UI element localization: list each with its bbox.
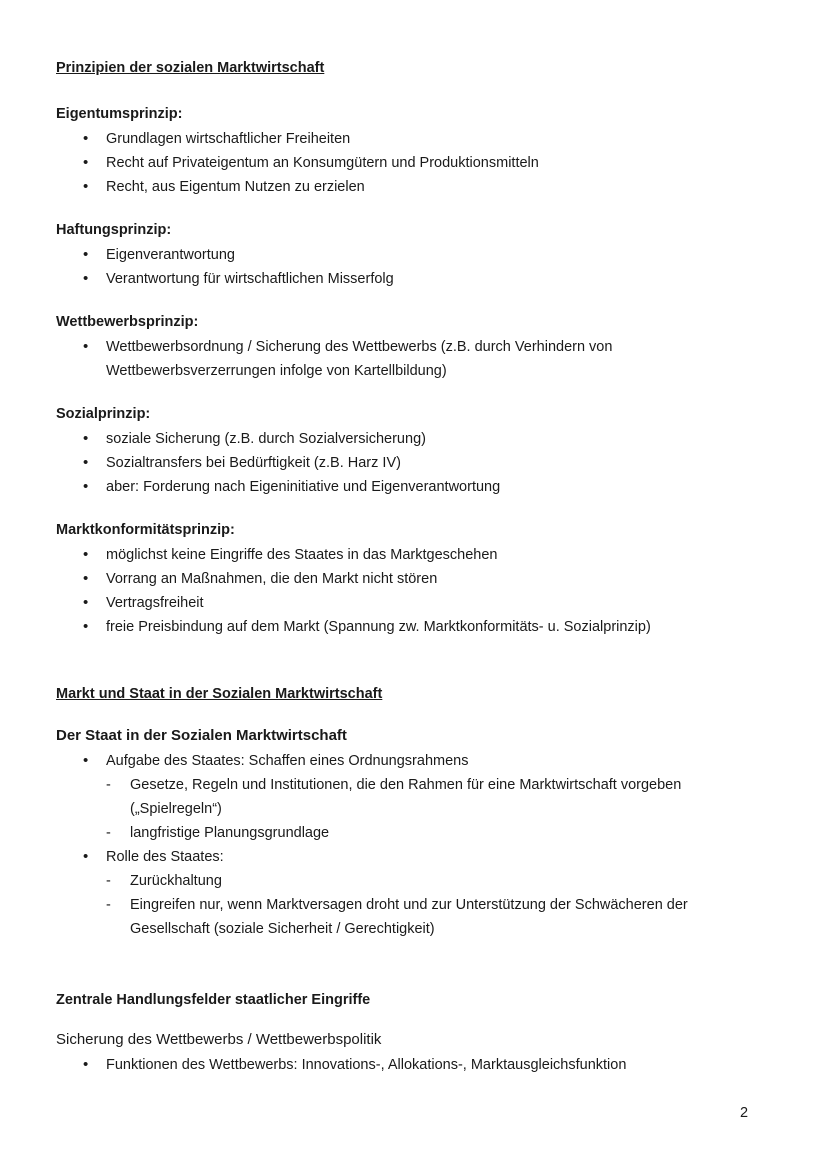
list-item: • möglichst keine Eingriffe des Staates in das Marktgeschehen	[56, 543, 756, 567]
list-item: • Funktionen des Wettbewerbs: Innovations-, Allokations-, Marktausgleichsfunktion	[56, 1053, 756, 1077]
dash-list	[106, 869, 756, 941]
list-item: • Recht auf Privateigentum an Konsumgütern und Produktionsmitteln	[56, 151, 756, 175]
principle-heading: Wettbewerbsprinzip:	[56, 314, 199, 330]
list-item-text: Rolle des Staates:	[106, 849, 224, 865]
principle-heading: Marktkonformitätsprinzip:	[56, 522, 235, 538]
bullet-list	[56, 543, 756, 639]
sub-list-item: - langfristige Planungsgrundlage	[106, 821, 756, 845]
bullet-list	[56, 335, 756, 383]
list-item	[56, 749, 756, 845]
state-block	[56, 727, 756, 941]
section-title-market-state: Markt und Staat in der Sozialen Marktwirtschaft	[56, 686, 383, 702]
list-item: • freie Preisbindung auf dem Markt (Spannung zw. Marktkonformitäts- u. Sozialprinzip)	[56, 615, 756, 639]
bullet-list	[56, 749, 756, 941]
list-item: • Vertragsfreiheit	[56, 591, 756, 615]
dash-list	[106, 773, 756, 845]
principle-block-marktkonformitaet	[56, 521, 756, 639]
principle-heading: Haftungsprinzip:	[56, 222, 172, 238]
sub-list-item: - Zurückhaltung	[106, 869, 756, 893]
principle-block-eigentum	[56, 105, 756, 199]
list-item: • Recht, aus Eigentum Nutzen zu erzielen	[56, 175, 756, 199]
principle-block-sozial	[56, 405, 756, 499]
list-item: • Verantwortung für wirtschaftlichen Misserfolg	[56, 267, 756, 291]
bullet-list	[56, 427, 756, 499]
principle-heading: Sozialprinzip:	[56, 406, 151, 422]
list-item-text: Aufgabe des Staates: Schaffen eines Ordnungsrahmens	[106, 753, 469, 769]
bullet-list	[56, 127, 756, 199]
principle-block-haftung	[56, 221, 756, 291]
page-number: 2	[740, 1105, 749, 1121]
list-item: • Eigenverantwortung	[56, 243, 756, 267]
bullet-list	[56, 243, 756, 291]
list-item: • aber: Forderung nach Eigeninitiative und Eigenverantwortung	[56, 475, 756, 499]
list-item: • Grundlagen wirtschaftlicher Freiheiten	[56, 127, 756, 151]
principle-heading: Eigentumsprinzip:	[56, 106, 183, 122]
list-item	[56, 845, 756, 941]
list-item: • Vorrang an Maßnahmen, die den Markt nicht stören	[56, 567, 756, 591]
principle-block-wettbewerb	[56, 313, 756, 383]
competition-block	[56, 1031, 756, 1077]
bullet-list	[56, 1053, 756, 1077]
section-title-intervention-fields: Zentrale Handlungsfelder staatlicher Eingriffe	[56, 992, 371, 1008]
sub-list-item: - Eingreifen nur, wenn Marktversagen droht und zur Unterstützung der Schwächeren der Gesellschaft (soziale Sicherheit / Gerechtigkeit)	[106, 893, 756, 941]
list-item: • Sozialtransfers bei Bedürftigkeit (z.B. Harz IV)	[56, 451, 756, 475]
subsection-heading: Der Staat in der Sozialen Marktwirtschaft	[56, 727, 347, 744]
document-page	[56, 59, 756, 1077]
section-title-principles: Prinzipien der sozialen Marktwirtschaft	[56, 60, 325, 76]
list-item: • soziale Sicherung (z.B. durch Sozialversicherung)	[56, 427, 756, 451]
subsection-heading: Sicherung des Wettbewerbs / Wettbewerbspolitik	[56, 1031, 382, 1048]
sub-list-item: - Gesetze, Regeln und Institutionen, die den Rahmen für eine Marktwirtschaft vorgeben („Spielregeln“)	[106, 773, 756, 821]
list-item: • Wettbewerbsordnung / Sicherung des Wettbewerbs (z.B. durch Verhindern von Wettbewerbsverzerrungen infolge von Kartellbildung)	[56, 335, 756, 383]
